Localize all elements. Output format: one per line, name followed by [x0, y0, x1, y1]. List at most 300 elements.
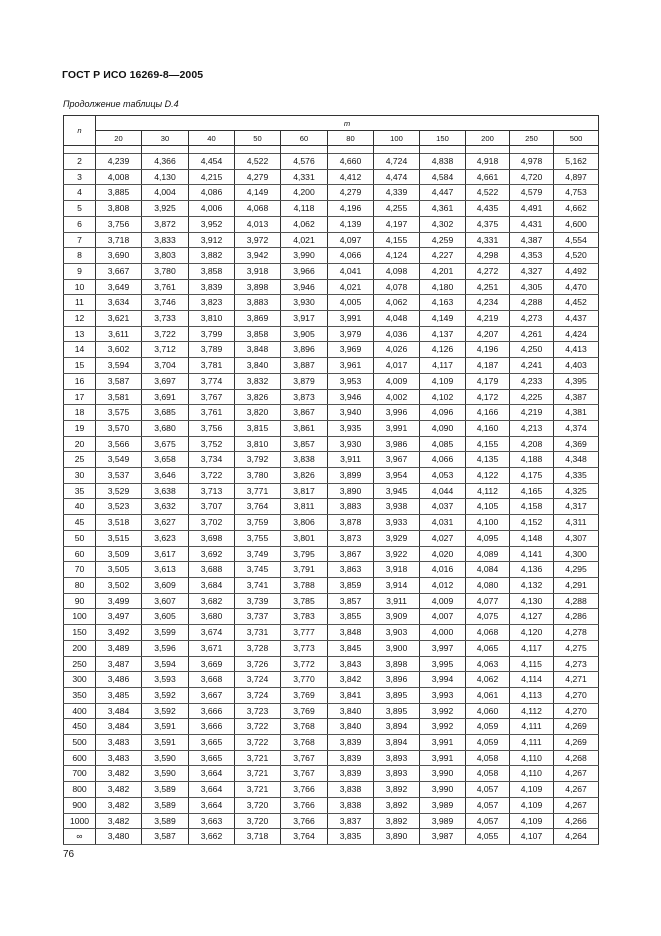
table-cell: 4,021 — [281, 232, 328, 248]
table-row — [64, 515, 599, 531]
table-cell: 4,061 — [466, 687, 510, 703]
table-cell: 4,016 — [420, 562, 466, 578]
table-cell: 4,302 — [420, 216, 466, 232]
table-cell: 4,009 — [374, 373, 420, 389]
table-cell: 4,110 — [510, 750, 554, 766]
table-cell: 3,718 — [235, 829, 281, 845]
table-cell: 3,882 — [189, 248, 235, 264]
table-cell: 4,109 — [510, 797, 554, 813]
table-cell: 3,724 — [235, 672, 281, 688]
table-cell: 3,991 — [328, 311, 374, 327]
table-cell: 4,057 — [466, 797, 510, 813]
table-cell: 3,549 — [96, 452, 142, 468]
table-cell: 3,589 — [142, 797, 189, 813]
column-header-m-50: 50 — [235, 131, 281, 146]
table-cell: 4,110 — [510, 766, 554, 782]
column-header-m-150: 150 — [420, 131, 466, 146]
row-label-n: ∞ — [64, 829, 96, 845]
table-cell: 4,239 — [96, 154, 142, 170]
table-cell: 3,840 — [328, 703, 374, 719]
table-cell: 3,749 — [235, 546, 281, 562]
table-cell: 3,515 — [96, 530, 142, 546]
table-cell: 3,518 — [96, 515, 142, 531]
table-cell: 3,707 — [189, 499, 235, 515]
table-cell: 3,623 — [142, 530, 189, 546]
table-cell: 3,627 — [142, 515, 189, 531]
table-cell: 3,674 — [189, 625, 235, 641]
table-cell: 3,664 — [189, 797, 235, 813]
table-cell: 3,845 — [328, 640, 374, 656]
table-row — [64, 656, 599, 672]
table-row — [64, 719, 599, 735]
table-cell: 3,692 — [189, 546, 235, 562]
table-cell: 3,855 — [328, 609, 374, 625]
table-cell: 4,374 — [554, 420, 599, 436]
table-row — [64, 342, 599, 358]
table-row — [64, 766, 599, 782]
table-cell: 3,483 — [96, 735, 142, 751]
table-cell: 3,592 — [142, 703, 189, 719]
table-cell: 4,213 — [510, 420, 554, 436]
table-cell: 3,734 — [189, 452, 235, 468]
table-cell: 3,722 — [142, 326, 189, 342]
table-cell: 4,149 — [235, 185, 281, 201]
table-row — [64, 326, 599, 342]
table-row — [64, 468, 599, 484]
table-cell: 4,066 — [328, 248, 374, 264]
table-cell: 3,872 — [142, 216, 189, 232]
table-cell: 3,918 — [235, 263, 281, 279]
table-cell: 4,288 — [554, 593, 599, 609]
table-cell: 3,591 — [142, 735, 189, 751]
table-row — [64, 216, 599, 232]
column-header-row — [64, 131, 599, 146]
table-cell: 3,482 — [96, 766, 142, 782]
table-cell: 3,869 — [235, 311, 281, 327]
table-cell: 3,858 — [235, 326, 281, 342]
table-row — [64, 154, 599, 170]
column-header-m-200: 200 — [466, 131, 510, 146]
table-row — [64, 640, 599, 656]
table-cell: 3,991 — [420, 735, 466, 751]
table-cell: 4,452 — [554, 295, 599, 311]
table-cell: 3,680 — [142, 420, 189, 436]
table-row — [64, 373, 599, 389]
table-cell: 3,899 — [328, 468, 374, 484]
table-cell: 4,031 — [420, 515, 466, 531]
table-cell: 3,728 — [235, 640, 281, 656]
table-cell: 4,120 — [510, 625, 554, 641]
table-cell: 3,634 — [96, 295, 142, 311]
table-cell: 3,482 — [96, 782, 142, 798]
table-cell: 3,835 — [328, 829, 374, 845]
table-cell: 3,946 — [281, 279, 328, 295]
row-label-n: 7 — [64, 232, 96, 248]
table-cell: 3,596 — [142, 640, 189, 656]
table-cell: 4,020 — [420, 546, 466, 562]
table-cell: 4,055 — [466, 829, 510, 845]
table-cell: 3,666 — [189, 703, 235, 719]
table-cell: 4,063 — [466, 656, 510, 672]
table-cell: 4,037 — [420, 499, 466, 515]
table-cell: 3,611 — [96, 326, 142, 342]
table-cell: 3,945 — [374, 483, 420, 499]
table-cell: 3,718 — [96, 232, 142, 248]
table-cell: 3,680 — [189, 609, 235, 625]
table-row — [64, 232, 599, 248]
table-cell: 3,665 — [189, 750, 235, 766]
row-label-n: 18 — [64, 405, 96, 421]
table-cell: 3,613 — [142, 562, 189, 578]
table-cell: 4,520 — [554, 248, 599, 264]
table-cell: 4,027 — [420, 530, 466, 546]
table-cell: 3,664 — [189, 766, 235, 782]
table-cell: 3,752 — [189, 436, 235, 452]
table-cell: 3,607 — [142, 593, 189, 609]
table-cell: 3,789 — [189, 342, 235, 358]
table-cell: 3,666 — [189, 719, 235, 735]
column-header-m-250: 250 — [510, 131, 554, 146]
table-cell: 3,909 — [374, 609, 420, 625]
table-cell: 3,780 — [142, 263, 189, 279]
row-label-n: 9 — [64, 263, 96, 279]
table-row — [64, 499, 599, 515]
table-cell: 4,136 — [510, 562, 554, 578]
data-table — [63, 115, 599, 845]
table-cell: 3,861 — [281, 420, 328, 436]
table-row — [64, 279, 599, 295]
table-cell: 4,250 — [510, 342, 554, 358]
row-label-n: 350 — [64, 687, 96, 703]
table-cell: 3,721 — [235, 766, 281, 782]
table-cell: 4,753 — [554, 185, 599, 201]
row-label-n: 700 — [64, 766, 96, 782]
table-cell: 3,840 — [328, 719, 374, 735]
table-cell: 4,158 — [510, 499, 554, 515]
table-cell: 3,838 — [281, 452, 328, 468]
table-cell: 3,857 — [328, 593, 374, 609]
table-cell: 4,474 — [374, 169, 420, 185]
table-cell: 3,691 — [142, 389, 189, 405]
table-cell: 3,953 — [328, 373, 374, 389]
row-label-n: 400 — [64, 703, 96, 719]
table-cell: 3,883 — [235, 295, 281, 311]
table-cell: 3,767 — [281, 750, 328, 766]
table-row — [64, 735, 599, 751]
table-row — [64, 829, 599, 845]
table-cell: 4,114 — [510, 672, 554, 688]
table-cell: 4,130 — [142, 169, 189, 185]
table-cell: 4,273 — [554, 656, 599, 672]
table-cell: 3,764 — [281, 829, 328, 845]
row-label-n: 20 — [64, 436, 96, 452]
table-cell: 3,990 — [420, 766, 466, 782]
table-cell: 4,251 — [466, 279, 510, 295]
table-cell: 3,667 — [189, 687, 235, 703]
table-cell: 3,484 — [96, 719, 142, 735]
table-cell: 3,723 — [235, 703, 281, 719]
table-row — [64, 311, 599, 327]
row-label-n: 25 — [64, 452, 96, 468]
table-cell: 4,096 — [420, 405, 466, 421]
table-cell: 3,857 — [281, 436, 328, 452]
row-label-n: 5 — [64, 201, 96, 217]
table-cell: 4,269 — [554, 735, 599, 751]
table-cell: 3,930 — [281, 295, 328, 311]
table-cell: 4,149 — [420, 311, 466, 327]
table-cell: 3,783 — [281, 609, 328, 625]
table-cell: 3,893 — [374, 766, 420, 782]
table-cell: 3,766 — [281, 782, 328, 798]
table-cell: 3,669 — [189, 656, 235, 672]
table-cell: 4,291 — [554, 577, 599, 593]
table-cell: 4,065 — [466, 640, 510, 656]
table-cell: 3,726 — [235, 656, 281, 672]
table-cell: 4,098 — [374, 263, 420, 279]
table-cell: 4,053 — [420, 468, 466, 484]
table-cell: 3,731 — [235, 625, 281, 641]
table-cell: 4,724 — [374, 154, 420, 170]
table-cell: 4,241 — [510, 358, 554, 374]
row-label-n: 600 — [64, 750, 96, 766]
table-cell: 3,954 — [374, 468, 420, 484]
table-cell: 4,331 — [281, 169, 328, 185]
table-cell: 4,275 — [554, 640, 599, 656]
table-cell: 4,126 — [420, 342, 466, 358]
table-row — [64, 389, 599, 405]
table-cell: 4,000 — [420, 625, 466, 641]
table-cell: 4,335 — [554, 468, 599, 484]
table-cell: 3,487 — [96, 656, 142, 672]
column-group-header-m: m — [96, 116, 599, 131]
table-cell: 3,893 — [374, 750, 420, 766]
table-cell: 4,021 — [328, 279, 374, 295]
table-cell: 3,859 — [328, 577, 374, 593]
table-cell: 4,403 — [554, 358, 599, 374]
row-label-n: 35 — [64, 483, 96, 499]
table-row — [64, 797, 599, 813]
row-label-n: 90 — [64, 593, 96, 609]
table-cell: 4,111 — [510, 719, 554, 735]
table-cell: 3,704 — [142, 358, 189, 374]
table-cell: 3,801 — [281, 530, 328, 546]
table-cell: 4,059 — [466, 719, 510, 735]
table-cell: 4,271 — [554, 672, 599, 688]
table-cell: 3,575 — [96, 405, 142, 421]
table-cell: 4,188 — [510, 452, 554, 468]
table-cell: 3,911 — [374, 593, 420, 609]
column-header-m-500: 500 — [554, 131, 599, 146]
table-cell: 4,278 — [554, 625, 599, 641]
table-body — [64, 146, 599, 845]
table-cell: 4,353 — [510, 248, 554, 264]
row-label-n: 19 — [64, 420, 96, 436]
table-cell: 3,592 — [142, 687, 189, 703]
table-cell: 3,848 — [328, 625, 374, 641]
table-cell: 4,135 — [466, 452, 510, 468]
column-header-m-40: 40 — [189, 131, 235, 146]
table-cell: 4,454 — [189, 154, 235, 170]
table-cell: 3,863 — [328, 562, 374, 578]
table-cell: 4,006 — [189, 201, 235, 217]
table-cell: 4,470 — [554, 279, 599, 295]
table-cell: 3,967 — [374, 452, 420, 468]
table-cell: 4,068 — [466, 625, 510, 641]
table-cell: 4,059 — [466, 735, 510, 751]
table-cell: 3,724 — [235, 687, 281, 703]
table-cell: 4,009 — [420, 593, 466, 609]
table-row — [64, 750, 599, 766]
table-cell: 4,002 — [374, 389, 420, 405]
table-cell: 3,933 — [374, 515, 420, 531]
table-cell: 4,124 — [374, 248, 420, 264]
table-cell: 3,900 — [374, 640, 420, 656]
table-cell: 4,062 — [374, 295, 420, 311]
table-cell: 3,896 — [374, 672, 420, 688]
table-cell: 3,912 — [189, 232, 235, 248]
table-cell: 3,839 — [189, 279, 235, 295]
table-cell: 3,823 — [189, 295, 235, 311]
table-cell: 3,566 — [96, 436, 142, 452]
table-cell: 4,272 — [466, 263, 510, 279]
table-cell: 3,646 — [142, 468, 189, 484]
table-cell: 3,759 — [235, 515, 281, 531]
page-number: 76 — [63, 849, 75, 860]
table-cell: 3,791 — [281, 562, 328, 578]
table-cell: 3,771 — [235, 483, 281, 499]
table-cell: 4,305 — [510, 279, 554, 295]
table-cell: 3,841 — [328, 687, 374, 703]
table-cell: 4,026 — [374, 342, 420, 358]
table-cell: 3,721 — [235, 782, 281, 798]
table-cell: 4,163 — [420, 295, 466, 311]
table-cell: 3,995 — [420, 656, 466, 672]
table-cell: 3,721 — [235, 750, 281, 766]
table-cell: 4,286 — [554, 609, 599, 625]
table-cell: 3,769 — [281, 703, 328, 719]
table-cell: 4,111 — [510, 735, 554, 751]
table-cell: 3,713 — [189, 483, 235, 499]
table-cell: 4,366 — [142, 154, 189, 170]
table-row — [64, 593, 599, 609]
table-row — [64, 185, 599, 201]
table-cell: 3,903 — [374, 625, 420, 641]
table-cell: 3,994 — [420, 672, 466, 688]
row-label-n: 800 — [64, 782, 96, 798]
table-cell: 3,867 — [328, 546, 374, 562]
table-cell: 3,990 — [281, 248, 328, 264]
table-cell: 3,764 — [235, 499, 281, 515]
table-cell: 4,090 — [420, 420, 466, 436]
table-cell: 4,141 — [510, 546, 554, 562]
table-cell: 3,946 — [328, 389, 374, 405]
table-cell: 3,658 — [142, 452, 189, 468]
table-cell: 3,799 — [189, 326, 235, 342]
table-cell: 3,930 — [328, 436, 374, 452]
table-cell: 3,594 — [96, 358, 142, 374]
table-cell: 4,491 — [510, 201, 554, 217]
table-cell: 3,992 — [420, 719, 466, 735]
table-cell: 4,522 — [466, 185, 510, 201]
table-row — [64, 672, 599, 688]
table-cell: 3,883 — [328, 499, 374, 515]
table-cell: 4,180 — [420, 279, 466, 295]
table-cell: 4,270 — [554, 703, 599, 719]
table-cell: 4,267 — [554, 782, 599, 798]
column-header-m-80: 80 — [328, 131, 374, 146]
table-cell: 4,435 — [466, 201, 510, 217]
table-cell: 3,756 — [96, 216, 142, 232]
table-cell: 4,122 — [466, 468, 510, 484]
table-cell: 4,200 — [281, 185, 328, 201]
table-cell: 4,155 — [466, 436, 510, 452]
table-cell: 3,722 — [235, 719, 281, 735]
table-cell: 3,917 — [281, 311, 328, 327]
table-cell: 4,348 — [554, 452, 599, 468]
table-cell: 4,270 — [554, 687, 599, 703]
table-cell: 4,109 — [420, 373, 466, 389]
table-cell: 4,227 — [420, 248, 466, 264]
table-cell: 3,675 — [142, 436, 189, 452]
table-cell: 3,842 — [328, 672, 374, 688]
document-header: ГОСТ Р ИСО 16269-8—2005 — [62, 69, 204, 81]
table-cell: 3,591 — [142, 719, 189, 735]
row-label-n: 10 — [64, 279, 96, 295]
row-label-n: 300 — [64, 672, 96, 688]
table-cell: 4,109 — [510, 813, 554, 829]
table-cell: 3,492 — [96, 625, 142, 641]
table-cell: 3,795 — [281, 546, 328, 562]
table-cell: 3,940 — [328, 405, 374, 421]
table-row — [64, 169, 599, 185]
table-cell: 3,761 — [142, 279, 189, 295]
table-cell: 3,996 — [374, 405, 420, 421]
table-cell: 4,317 — [554, 499, 599, 515]
table-cell: 4,127 — [510, 609, 554, 625]
table-cell: 4,233 — [510, 373, 554, 389]
table-cell: 3,529 — [96, 483, 142, 499]
table-cell: 4,057 — [466, 813, 510, 829]
table-cell: 3,722 — [235, 735, 281, 751]
table-cell: 3,605 — [142, 609, 189, 625]
table-cell: 3,581 — [96, 389, 142, 405]
table-cell: 3,898 — [374, 656, 420, 672]
table-cell: 3,898 — [235, 279, 281, 295]
table-cell: 3,480 — [96, 829, 142, 845]
table-cell: 3,599 — [142, 625, 189, 641]
table-cell: 3,509 — [96, 546, 142, 562]
table-cell: 4,109 — [510, 782, 554, 798]
table-row — [64, 625, 599, 641]
table-cell: 3,664 — [189, 782, 235, 798]
table-cell: 3,523 — [96, 499, 142, 515]
table-cell: 4,008 — [96, 169, 142, 185]
table-cell: 3,890 — [328, 483, 374, 499]
table-cell: 3,756 — [189, 420, 235, 436]
table-cell: 4,838 — [420, 154, 466, 170]
table-cell: 3,911 — [328, 452, 374, 468]
table-cell: 3,638 — [142, 483, 189, 499]
row-label-n: 4 — [64, 185, 96, 201]
row-label-n: 17 — [64, 389, 96, 405]
table-cell: 3,502 — [96, 577, 142, 593]
table-row — [64, 782, 599, 798]
table-cell: 4,172 — [466, 389, 510, 405]
table-cell: 4,068 — [235, 201, 281, 217]
table-cell: 3,894 — [374, 735, 420, 751]
table-cell: 3,483 — [96, 750, 142, 766]
table-cell: 3,905 — [281, 326, 328, 342]
